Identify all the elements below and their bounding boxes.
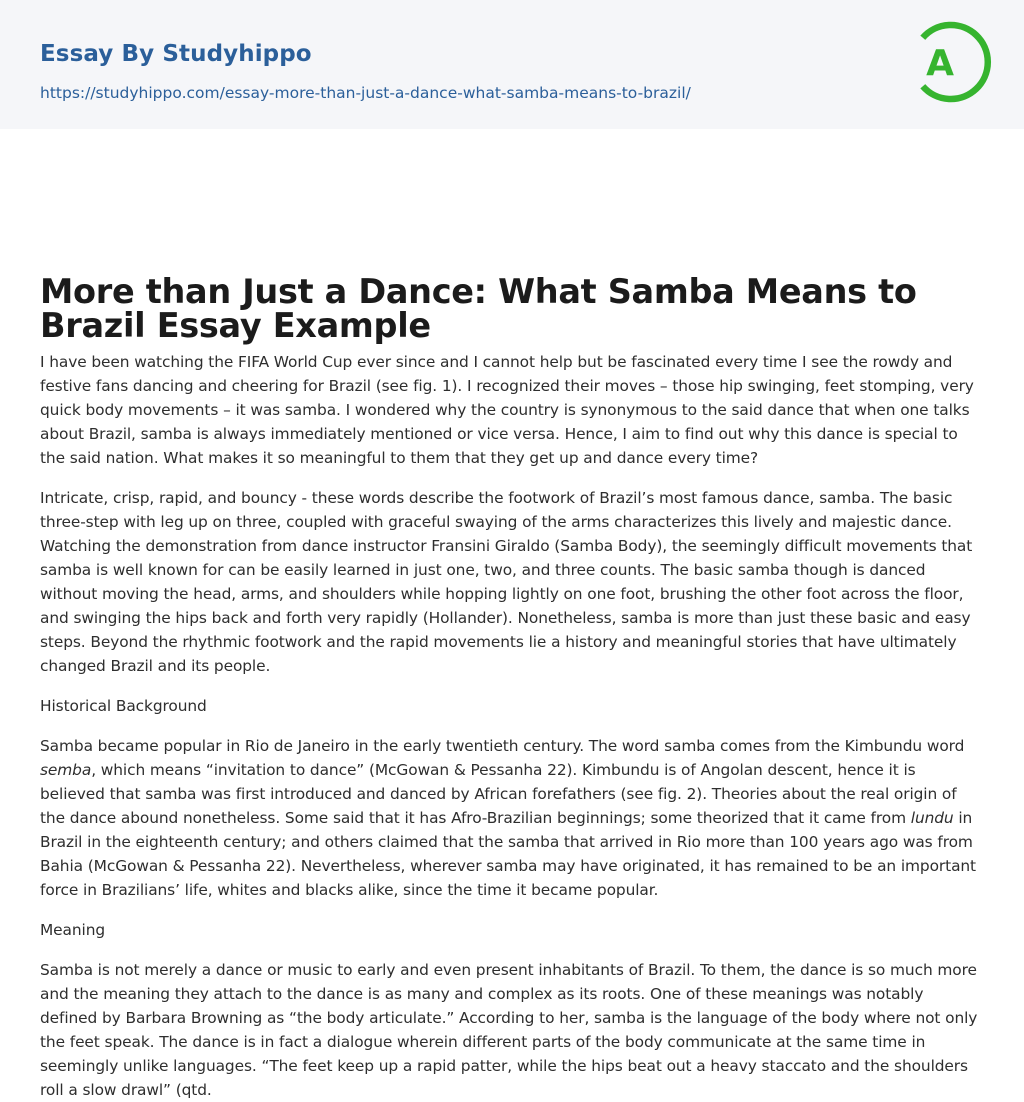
essay-body xyxy=(40,350,984,1102)
paragraph-history-part-3: in Brazil in the eighteenth century; and others claimed that the samba that arrived in Rio more than 100 years ago was from Bahia (McGowan & Pessanha 22). Nevertheless, wherever samba may have originated, it has remained to be an important force in Brazilians’ life, whites and blacks alike, since the time it became popular. xyxy=(40,809,976,899)
page-title: More than Just a Dance: What Samba Means to Brazil Essay Example xyxy=(40,272,917,345)
paragraph-footwork: Intricate, crisp, rapid, and bouncy - these words describe the footwork of Brazil’s most famous dance, samba. The basic three-step with leg up on three, coupled with graceful swaying of the arms characterizes this lively and majestic dance. Watching the demonstration from dance instructor Fransini Giraldo (Samba Body), the seemingly difficult movements that samba is well known for can be easily learned in just one, two, and three counts. The basic samba though is danced without moving the head, arms, and shoulders while hopping lightly on one foot, brushing the other foot across the floor, and swinging the hips back and forth very rapidly (Hollander). Nonetheless, samba is more than just these basic and easy steps. Beyond the rhythmic footwork and the rapid movements lie a history and meaningful stories that have ultimately changed Brazil and its people. xyxy=(40,489,973,675)
article-url-link[interactable]: https://studyhippo.com/essay-more-than-just-a-dance-what-samba-means-to-brazil/ xyxy=(40,84,691,102)
paragraph-meaning: Samba is not merely a dance or music to early and even present inhabitants of Brazil. To them, the dance is so much more and the meaning they attach to the dance is as many and complex as its roots. One of these meanings was notably defined by Barbara Browning as “the body articulate.” According to her, samba is the language of the body where not only the feet speak. The dance is in fact a dialogue wherein different parts of the body communicate at the same time in seemingly unlike languages. “The feet keep up a rapid patter, while the hips beat out a heavy staccato and the shoulders roll a slow drawl” (qtd. xyxy=(40,961,978,1099)
site-brand[interactable]: Essay By Studyhippo xyxy=(40,41,312,67)
section-heading-meaning: Meaning xyxy=(40,921,106,939)
paragraph-history xyxy=(40,734,984,902)
section-heading-historical-background: Historical Background xyxy=(40,697,207,715)
main-content xyxy=(0,129,1024,1102)
logo-letter: A xyxy=(926,43,954,84)
term-semba: semba xyxy=(40,761,92,779)
circle-a-logo-icon[interactable] xyxy=(910,19,988,105)
paragraph-intro: I have been watching the FIFA World Cup ever since and I cannot help but be fascinated every time I see the rowdy and festive fans dancing and cheering for Brazil (see fig. 1). I recognized their moves – those hip swinging, feet stomping, very quick body movements – it was samba. I wondered why the country is synonymous to the said dance that when one talks about Brazil, samba is always immediately mentioned or vice versa. Hence, I aim to find out why this dance is special to the said nation. What makes it so meaningful to them that they get up and dance every time? xyxy=(40,353,974,467)
paragraph-history-part-1: Samba became popular in Rio de Janeiro in the early twentieth century. The word samba comes from the Kimbundu word xyxy=(40,737,965,755)
site-header xyxy=(0,0,1024,129)
term-lundu: lundu xyxy=(910,809,954,827)
paragraph-history-part-2: , which means “invitation to dance” (McGowan & Pessanha 22). Kimbundu is of Angolan descent, hence it is believed that samba was first introduced and danced by African forefathers (see fig. 2). Theories about the real origin of the dance abound nonetheless. Some said that it has Afro-Brazilian beginnings; some theorized that it came from xyxy=(40,761,957,827)
